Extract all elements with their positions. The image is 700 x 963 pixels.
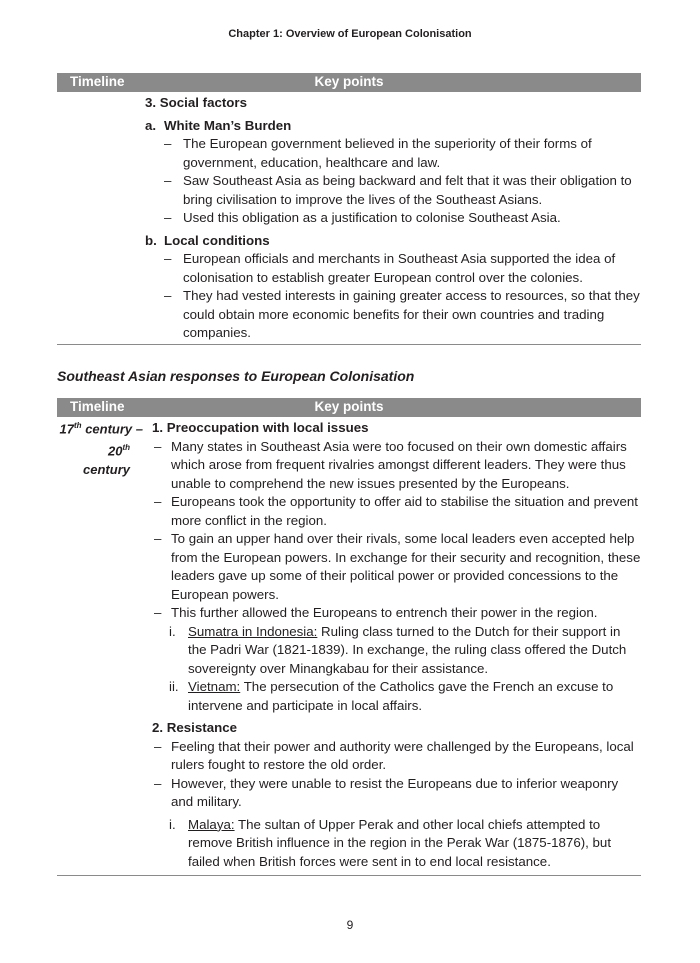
key-points-cell <box>152 419 641 871</box>
table-header <box>57 73 641 92</box>
chapter-label: Chapter 1: <box>228 28 283 40</box>
section-heading: 1. Preoccupation with local issues <box>152 420 369 435</box>
list-item: – Saw Southeast Asia as being backward and felt that it was their obligation to bring civilisation to improve the lives of the Southeast Asians. <box>164 173 632 207</box>
key-points-header: Key points <box>314 399 384 414</box>
sub-list-item: i. Sumatra in Indonesia: Ruling class turned to the Dutch for their support in the Padri War (1821-1839). In exchange, the ruling class offered the Dutch sovereignty over Minangkabau for their assistance. <box>169 623 627 676</box>
list-item: – The European government believed in the superiority of their forms of government, education, healthcare and law. <box>164 136 592 170</box>
timeline-header: Timeline <box>70 74 125 89</box>
section-heading: 2. Resistance <box>152 720 238 735</box>
list-item: – European officials and merchants in Southeast Asia supported the idea of colonisation to establish greater European control over the colonies. <box>164 251 616 285</box>
page-header <box>0 28 700 40</box>
key-points-header: Key points <box>314 74 384 89</box>
timeline-header: Timeline <box>70 399 125 414</box>
sub-list-item: ii. Vietnam: The persecution of the Catholics gave the French an excuse to intervene and participate in local affairs. <box>169 679 614 713</box>
list-item: – This further allowed the Europeans to entrench their power in the region. <box>154 605 598 620</box>
chapter-title: Overview of European Colonisation <box>285 28 472 40</box>
subheading-b: b. Local conditions <box>145 232 270 248</box>
timeline-cell: 17th century – 20th century <box>59 421 143 477</box>
list-item: – Feeling that their power and authority were challenged by the Europeans, local rulers fought to restore the old order. <box>154 738 634 772</box>
responses-table <box>57 398 641 876</box>
list-item: – To gain an upper hand over their rivals, some local leaders even accepted help from the European powers. In exchange for their security and recognition, these leaders gave up some of their political power or provided concessions to the European powers. <box>154 531 641 602</box>
subheading-a: a. White Man’s Burden <box>145 117 292 133</box>
list-item: – Used this obligation as a justification to colonise Southeast Asia. <box>164 210 561 225</box>
section-title: Southeast Asian responses to European Colonisation <box>57 368 415 384</box>
table-header <box>57 398 641 417</box>
list-item: – However, they were unable to resist the Europeans due to inferior weaponry and military. <box>154 775 619 809</box>
social-factors-table <box>57 73 641 345</box>
sub-list-item: i. Malaya: The sultan of Upper Perak and other local chiefs attempted to remove British influence in the region in the Perak War (1875-1876), but failed when British forces were sent in to end local resistance. <box>169 816 612 869</box>
table-body <box>57 417 641 876</box>
table-body <box>57 92 641 345</box>
section-heading: 3. Social factors <box>145 95 247 110</box>
list-item: – Europeans took the opportunity to offer aid to stabilise the situation and prevent more conflict in the region. <box>154 494 638 528</box>
key-points-cell <box>145 94 641 343</box>
list-item: – They had vested interests in gaining greater access to resources, so that they could obtain more economic benefits for their own countries and trading companies. <box>164 288 640 340</box>
page-number: 9 <box>346 918 354 932</box>
list-item: – Many states in Southeast Asia were too focused on their own domestic affairs which arose from frequent rivalries amongst different leaders. They were thus unable to comprehend the new issues presented by the Europeans. <box>154 438 627 491</box>
